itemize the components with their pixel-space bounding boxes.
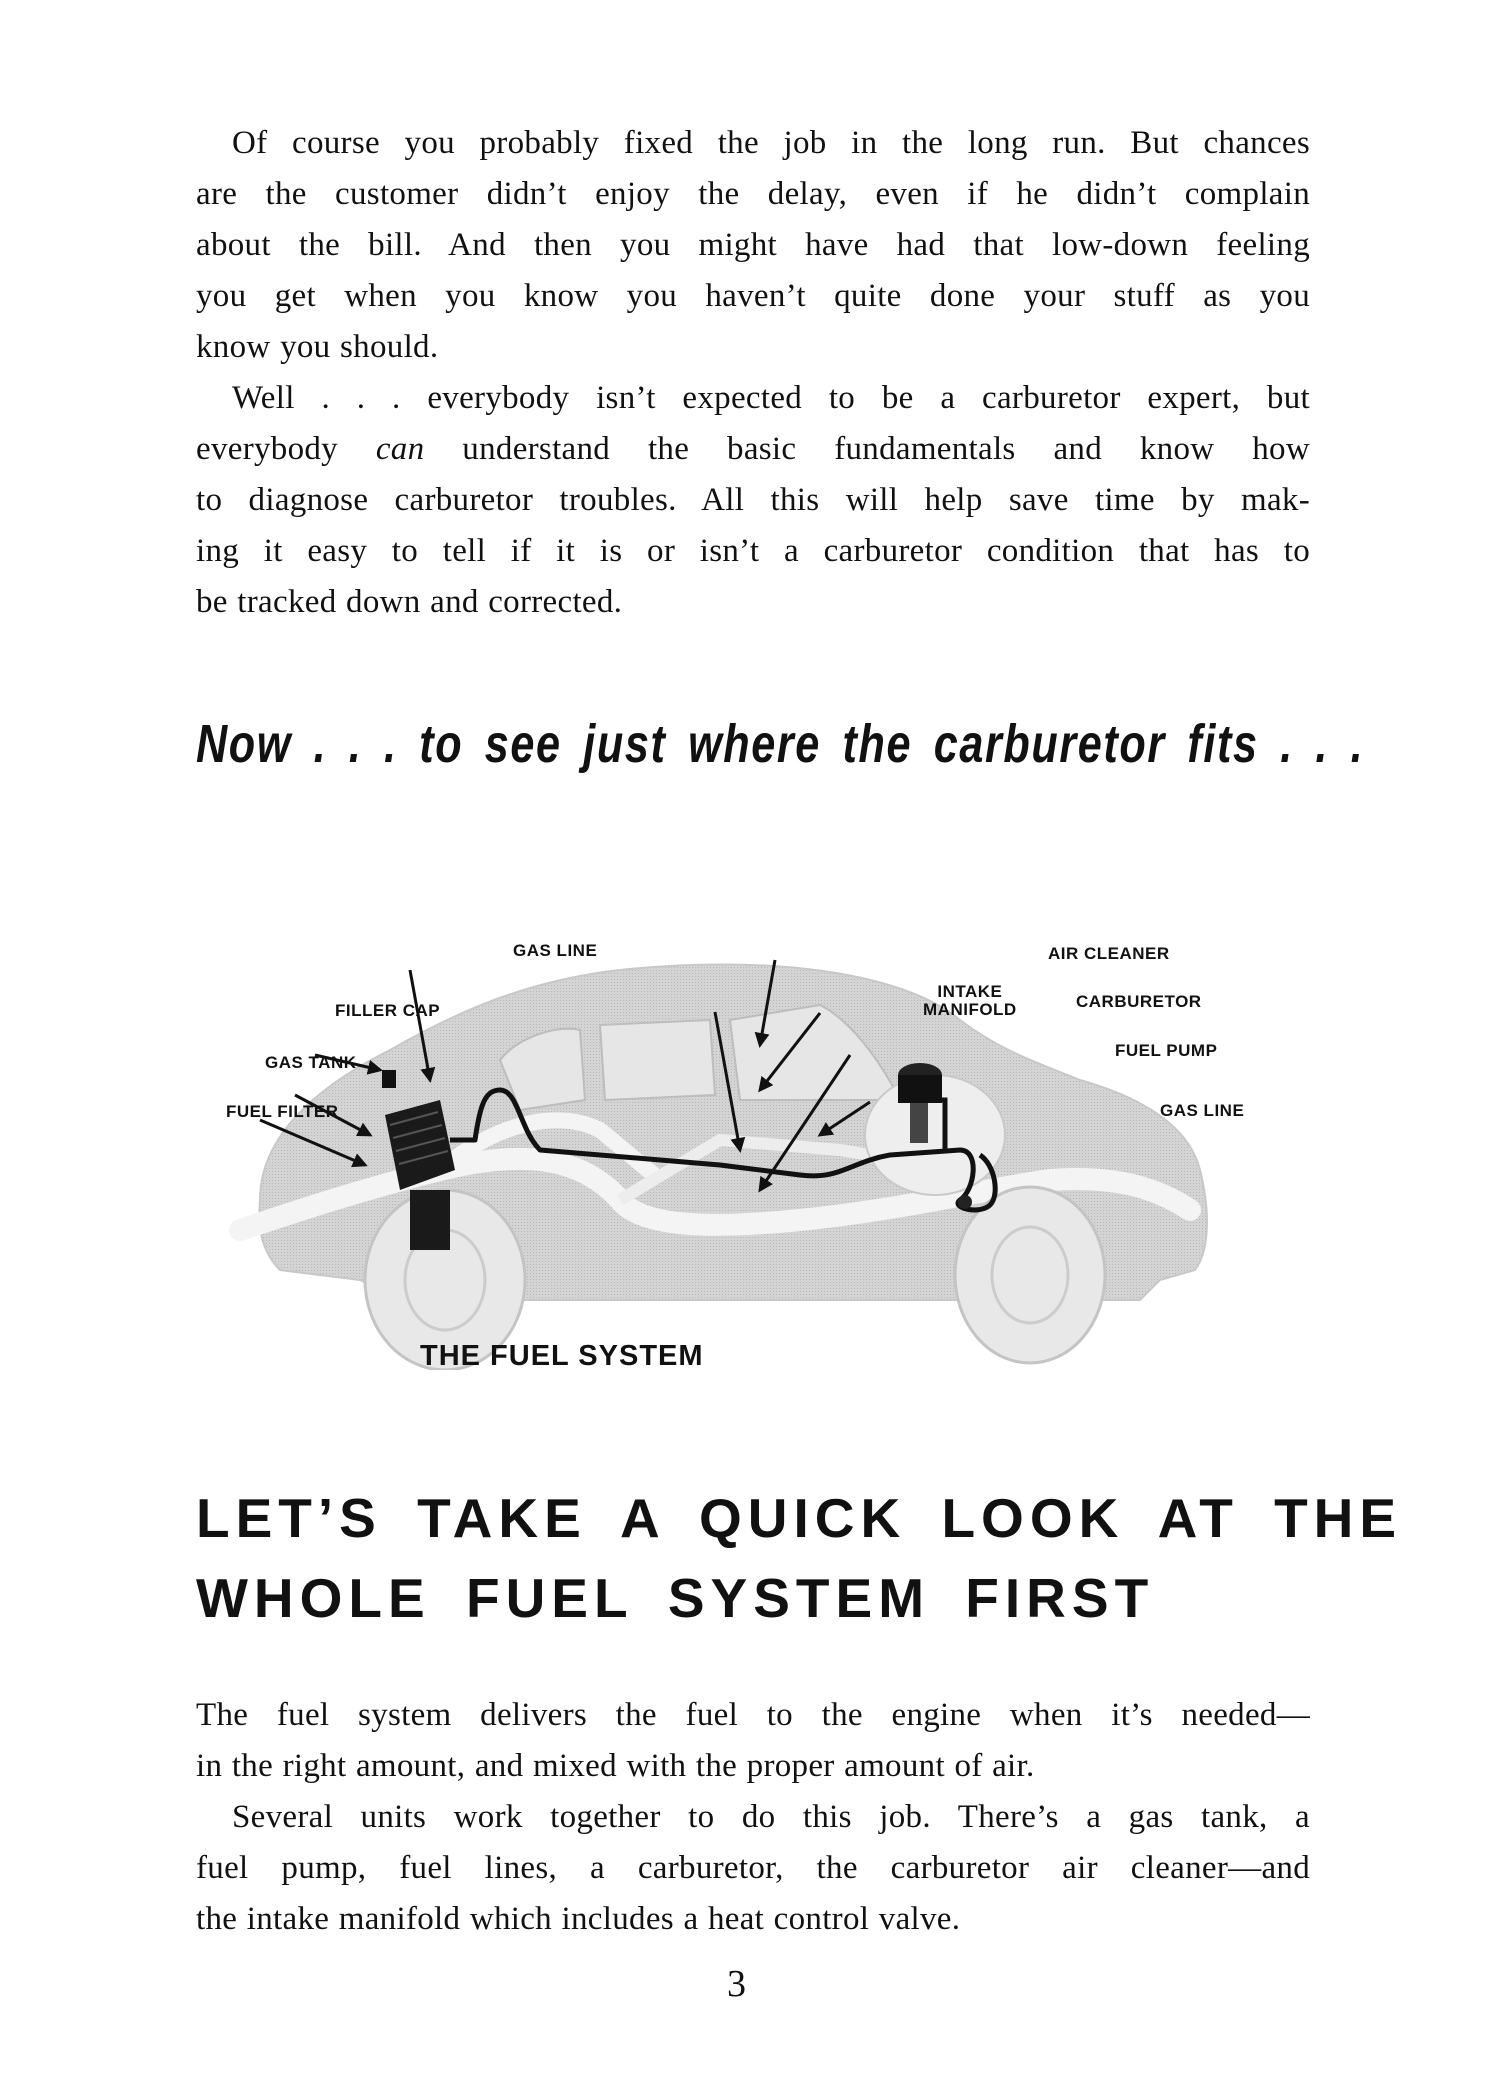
label-air-cleaner: AIR CLEANER xyxy=(1048,944,1170,963)
fuel-system-figure xyxy=(200,940,1320,1370)
page-number: 3 xyxy=(727,1963,746,2005)
label-fuel-pump: FUEL PUMP xyxy=(1115,1041,1218,1060)
label-fuel-filter: FUEL FILTER xyxy=(226,1102,339,1121)
section-heading-line: LET’S TAKE A QUICK LOOK AT THE xyxy=(196,1487,1403,1549)
label-gas-line-top: GAS LINE xyxy=(513,941,598,960)
filler-cap xyxy=(382,1070,396,1088)
label-intake-manifold: INTAKE MANIFOLD xyxy=(923,982,1017,1019)
car-window-mid xyxy=(600,1020,715,1100)
section-heading-line: WHOLE FUEL SYSTEM FIRST xyxy=(196,1567,1155,1629)
label-gas-line-right: GAS LINE xyxy=(1160,1101,1245,1120)
text-line: you get when you know you haven’t quite done your stuff as you xyxy=(196,278,1310,314)
emphasis-can: can xyxy=(375,431,425,467)
subheading: Now . . . to see just where the carburetor fits . . . xyxy=(196,714,1365,774)
front-wheel xyxy=(955,1187,1105,1363)
intro-paragraph-2 xyxy=(196,373,1310,628)
text-line: be tracked down and corrected. xyxy=(196,584,623,620)
body-paragraphs xyxy=(196,1690,1310,1945)
text-line: The fuel system delivers the fuel to the engine when it’s needed— xyxy=(196,1697,1310,1733)
text-line: the intake manifold which includes a heat control valve. xyxy=(196,1901,961,1937)
text-line: about the bill. And then you might have had that low-down feeling xyxy=(196,227,1310,263)
section-heading xyxy=(196,1478,1403,1638)
intro-paragraph-1 xyxy=(196,118,1310,373)
text-line: to diagnose carburetor troubles. All this will help save time by mak- xyxy=(196,482,1310,518)
label-gas-tank: GAS TANK xyxy=(265,1053,357,1072)
text-line: in the right amount, and mixed with the proper amount of air. xyxy=(196,1748,1035,1784)
text-line: fuel pump, fuel lines, a carburetor, the carburetor air cleaner—and xyxy=(196,1850,1310,1886)
text-line: Several units work together to do this job. There’s a gas tank, a xyxy=(232,1799,1310,1835)
fuel-pump xyxy=(958,1195,972,1209)
text-line: know you should. xyxy=(196,329,439,365)
text-line: everybody can understand the basic fundamentals and know how xyxy=(196,431,1310,467)
text-line: are the customer didn’t enjoy the delay, even if he didn’t complain xyxy=(196,176,1310,212)
text-line: ing it easy to tell if it is or isn’t a carburetor condition that has to xyxy=(196,533,1310,569)
figure-caption: THE FUEL SYSTEM xyxy=(420,1340,704,1372)
carburetor xyxy=(910,1103,928,1143)
text-line: Of course you probably fixed the job in the long run. But chances xyxy=(232,125,1310,161)
label-filler-cap: FILLER CAP xyxy=(335,1001,441,1020)
label-carburetor: CARBURETOR xyxy=(1076,992,1202,1011)
text-line: Well . . . everybody isn’t expected to be a carburetor expert, but xyxy=(232,380,1310,416)
